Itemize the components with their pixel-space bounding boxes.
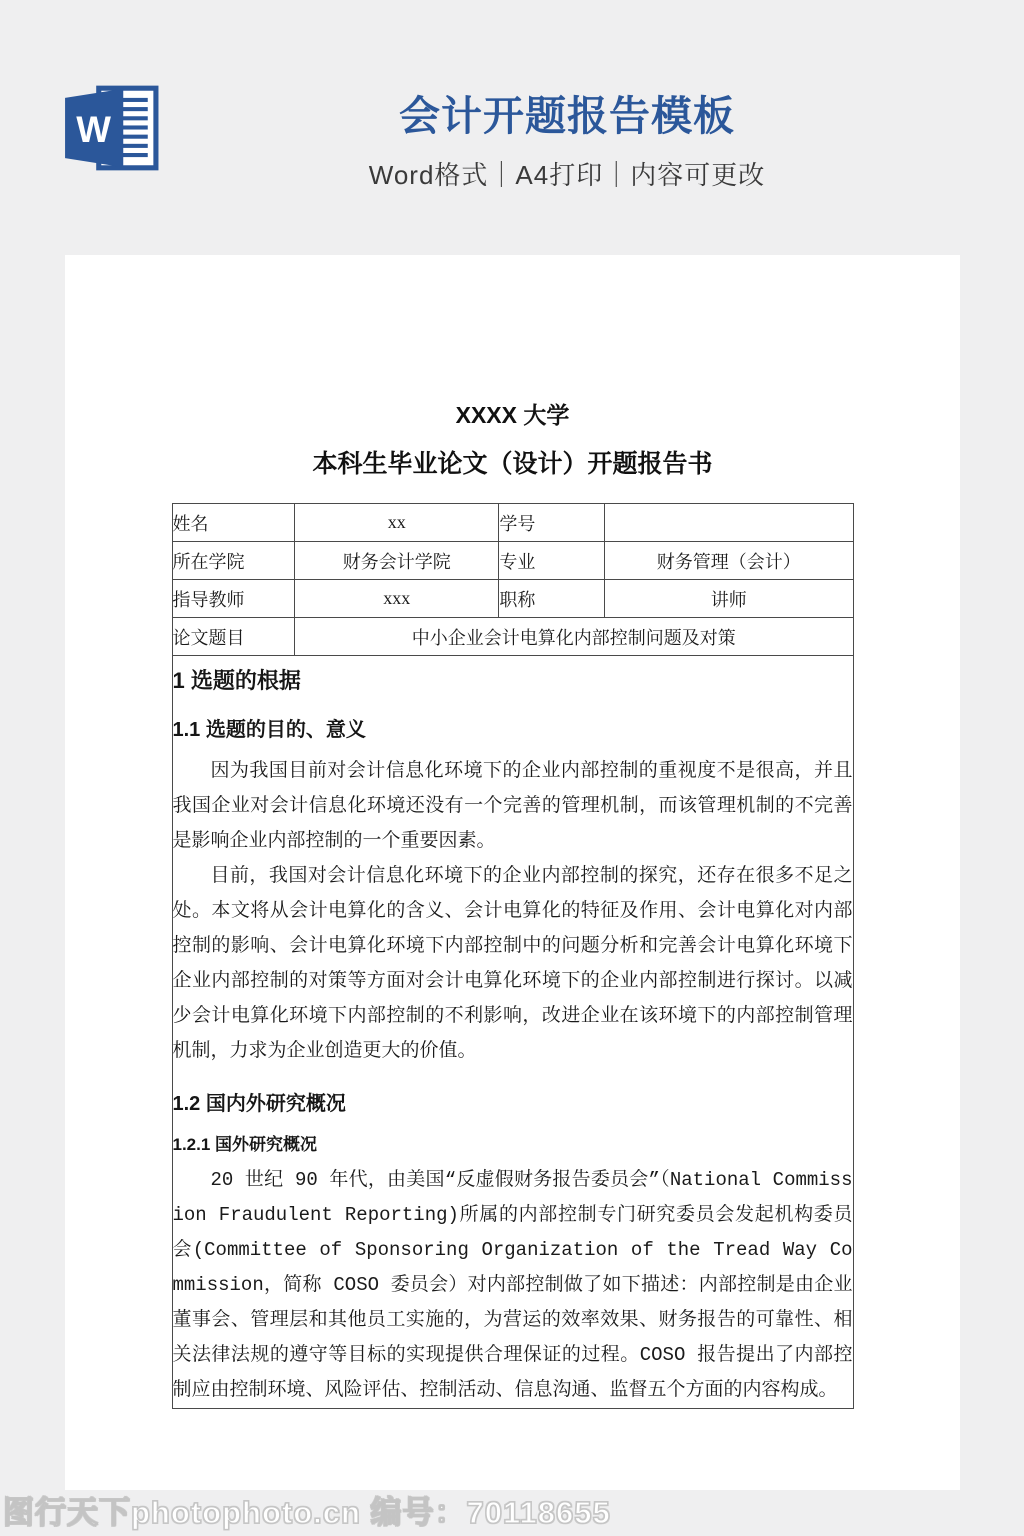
college-label: 所在学院 [172, 542, 295, 580]
section-heading-1-2: 1.2 国内外研究概况 [172, 1093, 346, 1115]
document-page [65, 255, 960, 1490]
table-row [172, 580, 853, 618]
paragraph: 20 世纪 90 年代，由美国“反虚假财务报告委员会”（National Commission Fraudulent Reporting)所属的内部控制专门研究委员会发起机构委员会(Committee of Sponsoring Organization of the Tread Way Commission，简称 COSO 委员会）对内部控制做了如下描述：内部控制是由企业董事会、管理层和其他员工实施的，为营运的效率效果、财务报告的可靠性、相关法律法规的遵守等目标的实现提供合理保证的过程。COSO 报告提出了内部控制应由控制环境、风险评估、控制活动、信息沟通、监督五个方面的内容构成。 [172, 1169, 853, 1401]
title-rank-value: 讲师 [604, 580, 853, 618]
template-header [0, 0, 1024, 255]
report-title: 本科生毕业论文（设计）开题报告书 [312, 450, 713, 478]
major-label: 专业 [499, 542, 605, 580]
student-id-label: 学号 [499, 504, 605, 542]
thesis-topic-label: 论文题目 [172, 618, 295, 656]
name-value: xx [295, 504, 499, 542]
document-content [172, 397, 854, 1409]
thesis-topic-value: 中小企业会计电算化内部控制问题及对策 [295, 618, 853, 656]
table-row [172, 504, 853, 542]
report-body-cell [172, 656, 853, 1409]
paragraph: 因为我国目前对会计信息化环境下的企业内部控制的重视度不是很高，并且我国企业对会计信息化环境还没有一个完善的管理机制，而该管理机制的不完善是影响企业内部控制的一个重要因素。 [172, 760, 853, 852]
table-row [172, 542, 853, 580]
advisor-value: xxx [295, 580, 499, 618]
university-title: XXXX 大学 [455, 402, 570, 428]
template-subtitle: Word格式｜A4打印｜内容可更改 [368, 160, 766, 191]
section-heading-1-1: 1.1 选题的目的、意义 [172, 719, 366, 741]
template-title: 会计开题报告模板 [399, 93, 735, 139]
word-letter: W [76, 108, 111, 150]
advisor-label: 指导教师 [172, 580, 295, 618]
paragraph: 目前，我国对会计信息化环境下的企业内部控制的探究，还存在很多不足之处。本文将从会计电算化的含义、会计电算化的特征及作用、会计电算化对内部控制的影响、会计电算化环境下内部控制中的问题分析和完善会计电算化环境下企业内部控制的对策等方面对会计电算化环境下的企业内部控制进行探讨。以减少会计电算化环境下内部控制的不利影响，改进企业在该环境下的内部控制管理机制，力求为企业创造更大的价值。 [172, 865, 853, 1062]
major-value: 财务管理（会计） [604, 542, 853, 580]
title-rank-label: 职称 [499, 580, 605, 618]
section-heading-1: 1 选题的根据 [172, 668, 301, 693]
college-value: 财务会计学院 [295, 542, 499, 580]
name-label: 姓名 [172, 504, 295, 542]
table-row [172, 656, 853, 1409]
student-id-value [604, 504, 853, 542]
table-row [172, 618, 853, 656]
header-text-block [110, 94, 1024, 192]
report-table [172, 503, 854, 1409]
section-heading-1-2-1: 1.2.1 国外研究概况 [172, 1135, 318, 1154]
watermark-text: 图行天下photophoto.cn 编号：70118655 [3, 1495, 611, 1530]
